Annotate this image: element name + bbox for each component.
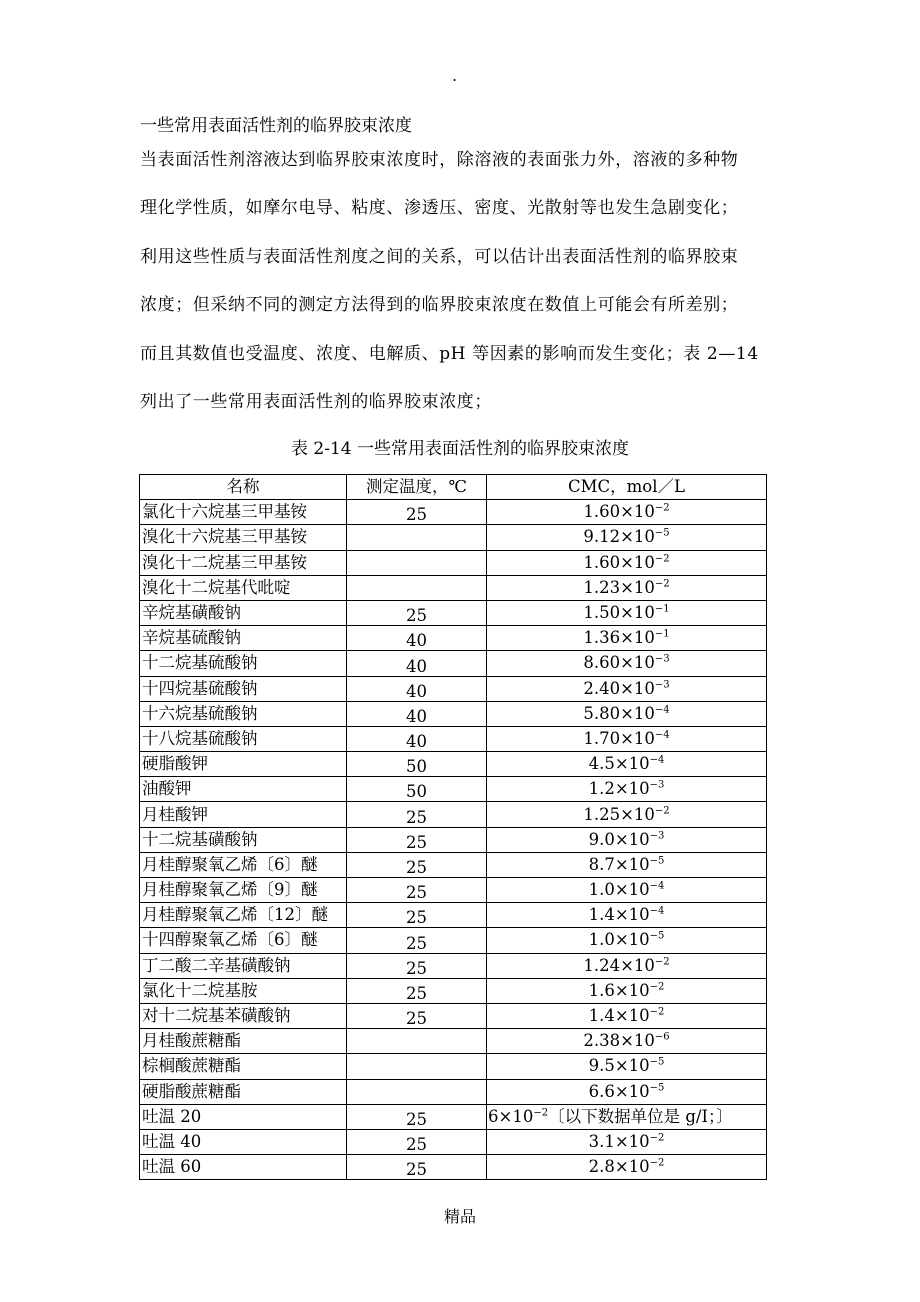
cmc-mantissa: 8.60×10 (583, 653, 655, 673)
cmc-mantissa: 2.40×10 (583, 678, 655, 698)
table-row (140, 1129, 767, 1154)
cmc-value-cell (487, 1155, 767, 1180)
cmc-value-cell (487, 1054, 767, 1079)
paragraph-line: 而且其数值也受温度、浓度、电解质、pH 等因素的影响而发生变化；表 2—14 (140, 344, 759, 364)
cmc-mantissa: 1.25×10 (583, 804, 655, 824)
surfactant-name-cell: 月桂酸蔗糖酯 (140, 1029, 347, 1054)
cmc-exponent: −6 (654, 1031, 670, 1043)
cmc-mantissa: 9.5×10 (588, 1056, 650, 1076)
cmc-exponent: −4 (654, 704, 670, 716)
cmc-mantissa: 6×10 (488, 1106, 534, 1126)
temperature-cell (347, 550, 487, 575)
table-row (140, 1155, 767, 1180)
cmc-exponent: −5 (649, 930, 665, 942)
cmc-mantissa: 1.60×10 (583, 552, 655, 572)
cmc-value-cell (487, 928, 767, 953)
table-row (140, 1104, 767, 1129)
surfactant-name-cell: 吐温 60 (140, 1155, 347, 1180)
cmc-exponent: −2 (654, 502, 670, 514)
cmc-mantissa: 9.0×10 (588, 829, 650, 849)
table-row (140, 726, 767, 751)
table-row (140, 953, 767, 978)
cmc-value-cell (487, 1104, 767, 1129)
header-cmc: CMC，mol／L (487, 475, 767, 500)
cmc-value-cell (487, 726, 767, 751)
surfactant-name-cell: 对十二烷基苯磺酸钠 (140, 1003, 347, 1028)
table-row (140, 903, 767, 928)
temperature-cell: 25 (347, 600, 487, 625)
cmc-value-cell (487, 878, 767, 903)
cmc-exponent: −4 (649, 880, 665, 892)
table-row (140, 928, 767, 953)
cmc-unit-note: 〔以下数据单位是 g/I；〕 (548, 1106, 733, 1126)
table-row (140, 1079, 767, 1104)
cmc-mantissa: 3.1×10 (588, 1131, 650, 1151)
table-row (140, 978, 767, 1003)
page-footer: 精品 (443, 1207, 476, 1226)
cmc-mantissa: 1.50×10 (583, 603, 655, 623)
surfactant-name-cell: 溴化十六烷基三甲基铵 (140, 525, 347, 550)
page-top-mark: . (452, 66, 458, 85)
surfactant-name-cell: 辛烷基磺酸钠 (140, 600, 347, 625)
table-body (140, 500, 767, 1180)
temperature-cell: 25 (347, 878, 487, 903)
surfactant-name-cell: 十四烷基硫酸钠 (140, 676, 347, 701)
cmc-value-cell (487, 827, 767, 852)
surfactant-name-cell: 月桂醇聚氧乙烯〔6〕醚 (140, 852, 347, 877)
temperature-cell (347, 1029, 487, 1054)
cmc-mantissa: 2.8×10 (588, 1157, 650, 1177)
cmc-value-cell (487, 978, 767, 1003)
cmc-value-cell (487, 676, 767, 701)
table-row (140, 651, 767, 676)
paragraph-line: 列出了一些常用表面活性剂的临界胶束浓度； (140, 392, 492, 412)
surfactant-name-cell: 溴化十二烷基三甲基铵 (140, 550, 347, 575)
surfactant-name-cell: 十六烷基硫酸钠 (140, 701, 347, 726)
temperature-cell: 25 (347, 903, 487, 928)
cmc-mantissa: 8.7×10 (588, 854, 650, 874)
temperature-cell: 25 (347, 953, 487, 978)
cmc-exponent: −4 (649, 905, 665, 917)
cmc-value-cell (487, 651, 767, 676)
cmc-mantissa: 1.23×10 (583, 577, 655, 597)
cmc-mantissa: 1.6×10 (588, 980, 650, 1000)
cmc-exponent: −2 (649, 1132, 665, 1144)
paragraph-line: 利用这些性质与表面活性剂度之间的关系，可以估计出表面活性剂的临界胶束 (140, 247, 739, 267)
table-row (140, 701, 767, 726)
cmc-value-cell (487, 550, 767, 575)
cmc-value-cell (487, 802, 767, 827)
cmc-exponent: −3 (654, 653, 670, 665)
temperature-cell: 25 (347, 852, 487, 877)
surfactant-name-cell: 棕榈酸蔗糖酯 (140, 1054, 347, 1079)
temperature-cell: 25 (347, 928, 487, 953)
temperature-cell: 40 (347, 676, 487, 701)
surfactant-name-cell: 丁二酸二辛基磺酸钠 (140, 953, 347, 978)
cmc-value-cell (487, 953, 767, 978)
cmc-mantissa: 1.36×10 (583, 628, 655, 648)
paragraph-line: 当表面活性剂溶液达到临界胶束浓度时，除溶液的表面张力外，溶液的多种物 (140, 150, 739, 170)
cmc-value-cell (487, 1029, 767, 1054)
section-heading: 一些常用表面活性剂的临界胶束浓度 (140, 116, 412, 136)
cmc-mantissa: 1.60×10 (583, 502, 655, 522)
table-row (140, 752, 767, 777)
surfactant-name-cell: 月桂酸钾 (140, 802, 347, 827)
surfactant-name-cell: 硬脂酸钾 (140, 752, 347, 777)
temperature-cell (347, 1054, 487, 1079)
cmc-exponent: −2 (649, 1157, 665, 1169)
cmc-exponent: −5 (649, 1082, 665, 1094)
cmc-exponent: −2 (649, 981, 665, 993)
temperature-cell: 25 (347, 500, 487, 525)
paragraph-line: 理化学性质，如摩尔电导、粘度、渗透压、密度、光散射等也发生急剧变化； (140, 198, 739, 218)
table-row (140, 550, 767, 575)
cmc-value-cell (487, 575, 767, 600)
cmc-exponent: −3 (649, 830, 665, 842)
cmc-exponent: −3 (649, 779, 665, 791)
paragraph-line: 浓度；但采纳不同的测定方法得到的临界胶束浓度在数值上可能会有所差别； (140, 295, 739, 315)
cmc-mantissa: 1.0×10 (588, 930, 650, 950)
table-row (140, 827, 767, 852)
surfactant-name-cell: 氯化十六烷基三甲基铵 (140, 500, 347, 525)
surfactant-name-cell: 十二烷基硫酸钠 (140, 651, 347, 676)
cmc-mantissa: 1.4×10 (588, 905, 650, 925)
table-row (140, 802, 767, 827)
temperature-cell: 25 (347, 1129, 487, 1154)
table-row (140, 575, 767, 600)
cmc-value-cell (487, 701, 767, 726)
cmc-mantissa: 6.6×10 (588, 1081, 650, 1101)
cmc-exponent: −1 (654, 628, 670, 640)
cmc-mantissa: 4.5×10 (588, 754, 650, 774)
table-row (140, 500, 767, 525)
temperature-cell: 50 (347, 777, 487, 802)
cmc-value-cell (487, 1129, 767, 1154)
surfactant-name-cell: 辛烷基硫酸钠 (140, 626, 347, 651)
cmc-mantissa: 1.2×10 (588, 779, 650, 799)
cmc-exponent: −2 (649, 1006, 665, 1018)
cmc-mantissa: 1.70×10 (583, 728, 655, 748)
cmc-exponent: −5 (649, 855, 665, 867)
cmc-mantissa: 9.12×10 (583, 527, 655, 547)
cmc-exponent: −4 (649, 754, 665, 766)
surfactant-name-cell: 吐温 40 (140, 1129, 347, 1154)
cmc-value-cell (487, 852, 767, 877)
cmc-exponent: −2 (654, 553, 670, 565)
surfactant-name-cell: 十二烷基磺酸钠 (140, 827, 347, 852)
temperature-cell: 25 (347, 978, 487, 1003)
table-row (140, 1003, 767, 1028)
table-row (140, 600, 767, 625)
table-header-row (140, 475, 767, 500)
cmc-exponent: −3 (654, 679, 670, 691)
surfactant-name-cell: 氯化十二烷基胺 (140, 978, 347, 1003)
header-name: 名称 (140, 475, 347, 500)
surfactant-name-cell: 十八烷基硫酸钠 (140, 726, 347, 751)
cmc-value-cell (487, 1003, 767, 1028)
cmc-table (139, 474, 767, 1180)
temperature-cell: 25 (347, 827, 487, 852)
table-caption: 表 2-14 一些常用表面活性剂的临界胶束浓度 (291, 439, 629, 459)
cmc-mantissa: 1.4×10 (588, 1006, 650, 1026)
surfactant-name-cell: 月桂醇聚氧乙烯〔9〕醚 (140, 878, 347, 903)
temperature-cell: 40 (347, 701, 487, 726)
cmc-value-cell (487, 500, 767, 525)
temperature-cell (347, 525, 487, 550)
temperature-cell: 40 (347, 651, 487, 676)
table-row (140, 626, 767, 651)
temperature-cell: 50 (347, 752, 487, 777)
cmc-exponent: −1 (654, 603, 670, 615)
cmc-value-cell (487, 1079, 767, 1104)
cmc-value-cell (487, 626, 767, 651)
cmc-value-cell (487, 777, 767, 802)
surfactant-name-cell: 油酸钾 (140, 777, 347, 802)
table-row (140, 1054, 767, 1079)
cmc-exponent: −2 (654, 578, 670, 590)
cmc-exponent: −2 (654, 805, 670, 817)
cmc-exponent: −2 (533, 1107, 549, 1119)
cmc-value-cell (487, 525, 767, 550)
cmc-mantissa: 2.38×10 (583, 1031, 655, 1051)
surfactant-name-cell: 月桂醇聚氧乙烯〔12〕醚 (140, 903, 347, 928)
temperature-cell: 40 (347, 726, 487, 751)
cmc-value-cell (487, 752, 767, 777)
cmc-value-cell (487, 600, 767, 625)
surfactant-name-cell: 溴化十二烷基代吡啶 (140, 575, 347, 600)
header-temperature: 测定温度，℃ (347, 475, 487, 500)
cmc-exponent: −4 (654, 729, 670, 741)
table-row (140, 852, 767, 877)
cmc-value-cell (487, 903, 767, 928)
cmc-exponent: −2 (654, 956, 670, 968)
cmc-mantissa: 5.80×10 (583, 703, 655, 723)
table-row (140, 777, 767, 802)
cmc-exponent: −5 (654, 527, 670, 539)
temperature-cell: 25 (347, 1104, 487, 1129)
temperature-cell: 25 (347, 1003, 487, 1028)
surfactant-name-cell: 硬脂酸蔗糖酯 (140, 1079, 347, 1104)
table-row (140, 525, 767, 550)
cmc-mantissa: 1.24×10 (583, 955, 655, 975)
temperature-cell (347, 575, 487, 600)
cmc-exponent: −5 (649, 1056, 665, 1068)
temperature-cell (347, 1079, 487, 1104)
cmc-mantissa: 1.0×10 (588, 880, 650, 900)
surfactant-name-cell: 十四醇聚氧乙烯〔6〕醚 (140, 928, 347, 953)
surfactant-name-cell: 吐温 20 (140, 1104, 347, 1129)
table-row (140, 1029, 767, 1054)
temperature-cell: 25 (347, 802, 487, 827)
table-row (140, 676, 767, 701)
temperature-cell: 25 (347, 1155, 487, 1180)
temperature-cell: 40 (347, 626, 487, 651)
table-row (140, 878, 767, 903)
